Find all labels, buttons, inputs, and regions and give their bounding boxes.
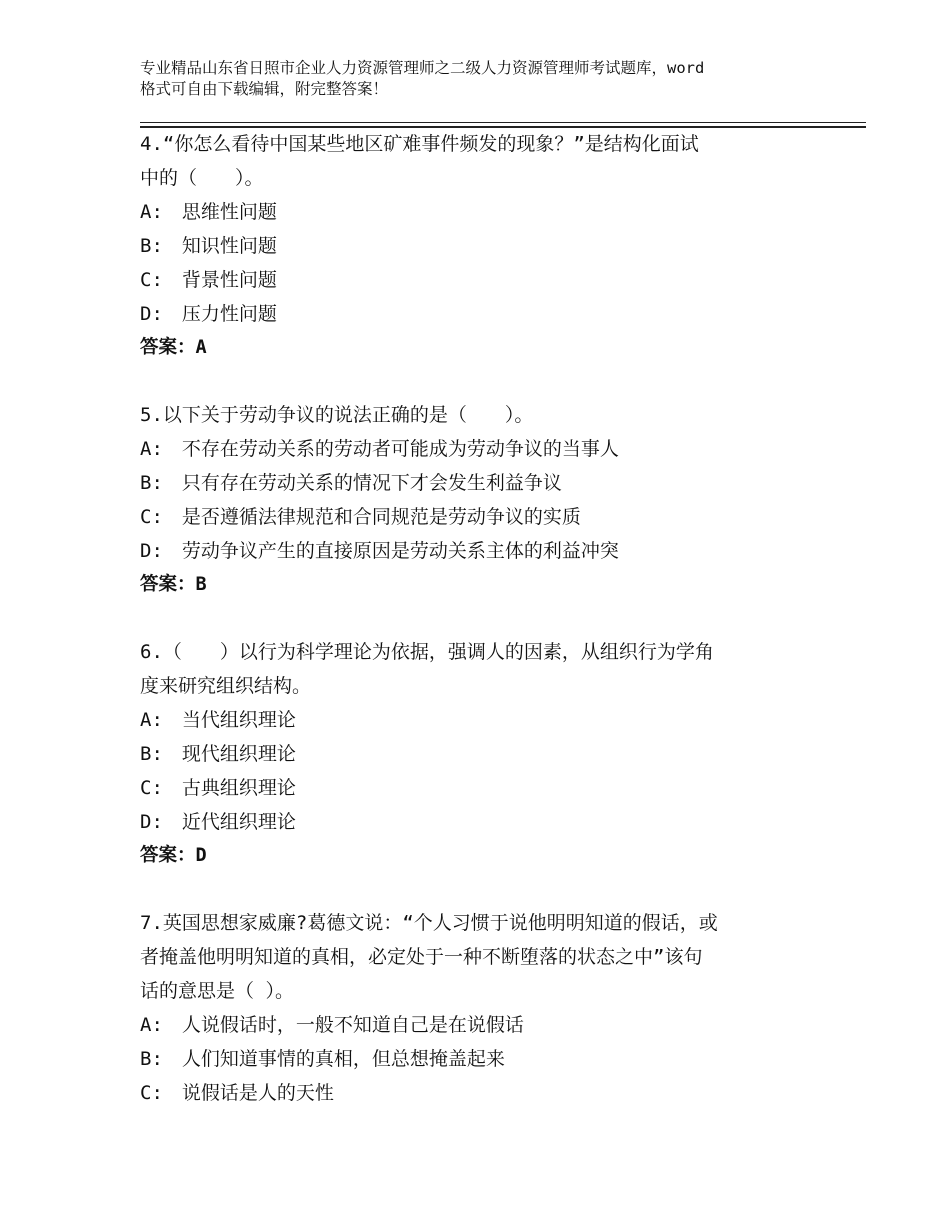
- answer-label: 答案：D: [140, 845, 207, 866]
- option-c: C: 背景性问题: [140, 269, 277, 291]
- option-c: C: 是否遵循法律规范和合同规范是劳动争议的实质: [140, 506, 581, 528]
- option-b: B: 知识性问题: [140, 235, 277, 257]
- header-line-2: 格式可自由下载编辑，附完整答案！: [140, 80, 389, 98]
- option-d: D: 压力性问题: [140, 303, 277, 325]
- option-b: B: 人们知道事情的真相，但总想掩盖起来: [140, 1048, 505, 1070]
- option-b: B: 现代组织理论: [140, 743, 296, 765]
- question-stem: 度来研究组织结构。: [140, 675, 312, 697]
- answer-label: 答案：A: [140, 337, 207, 358]
- option-c: C: 说假话是人的天性: [140, 1082, 334, 1104]
- question-6: [140, 635, 820, 873]
- option-c: C: 古典组织理论: [140, 777, 296, 799]
- question-stem: 话的意思是（ ）。: [140, 980, 294, 1002]
- question-5: [140, 398, 820, 602]
- question-stem: 者掩盖他明明知道的真相，必定处于一种不断堕落的状态之中”该句: [140, 946, 703, 968]
- option-d: D: 近代组织理论: [140, 811, 296, 833]
- question-7: [140, 906, 820, 1110]
- answer-label: 答案：B: [140, 574, 207, 595]
- option-a: A: 思维性问题: [140, 201, 277, 223]
- question-stem: 中的（ ）。: [140, 167, 264, 189]
- question-4: [140, 127, 820, 365]
- question-stem: 4.“你怎么看待中国某些地区矿难事件频发的现象？”是结构化面试: [140, 133, 699, 155]
- question-stem: 7.英国思想家威廉?葛德文说：“个人习惯于说他明明知道的假话，或: [140, 912, 718, 934]
- document-header: [140, 58, 820, 100]
- header-line-1: 专业精品山东省日照市企业人力资源管理师之二级人力资源管理师考试题库，word: [140, 59, 705, 77]
- option-a: A: 当代组织理论: [140, 709, 296, 731]
- option-a: A: 不存在劳动关系的劳动者可能成为劳动争议的当事人: [140, 438, 619, 460]
- option-b: B: 只有存在劳动关系的情况下才会发生利益争议: [140, 472, 562, 494]
- question-list: [140, 127, 820, 1110]
- question-stem: 6.（ ）以行为科学理论为依据，强调人的因素，从组织行为学角: [140, 641, 714, 663]
- header-divider-thin: [140, 122, 866, 123]
- option-d: D: 劳动争议产生的直接原因是劳动关系主体的利益冲突: [140, 540, 619, 562]
- option-a: A: 人说假话时，一般不知道自己是在说假话: [140, 1014, 524, 1036]
- question-stem: 5.以下关于劳动争议的说法正确的是（ ）。: [140, 404, 534, 426]
